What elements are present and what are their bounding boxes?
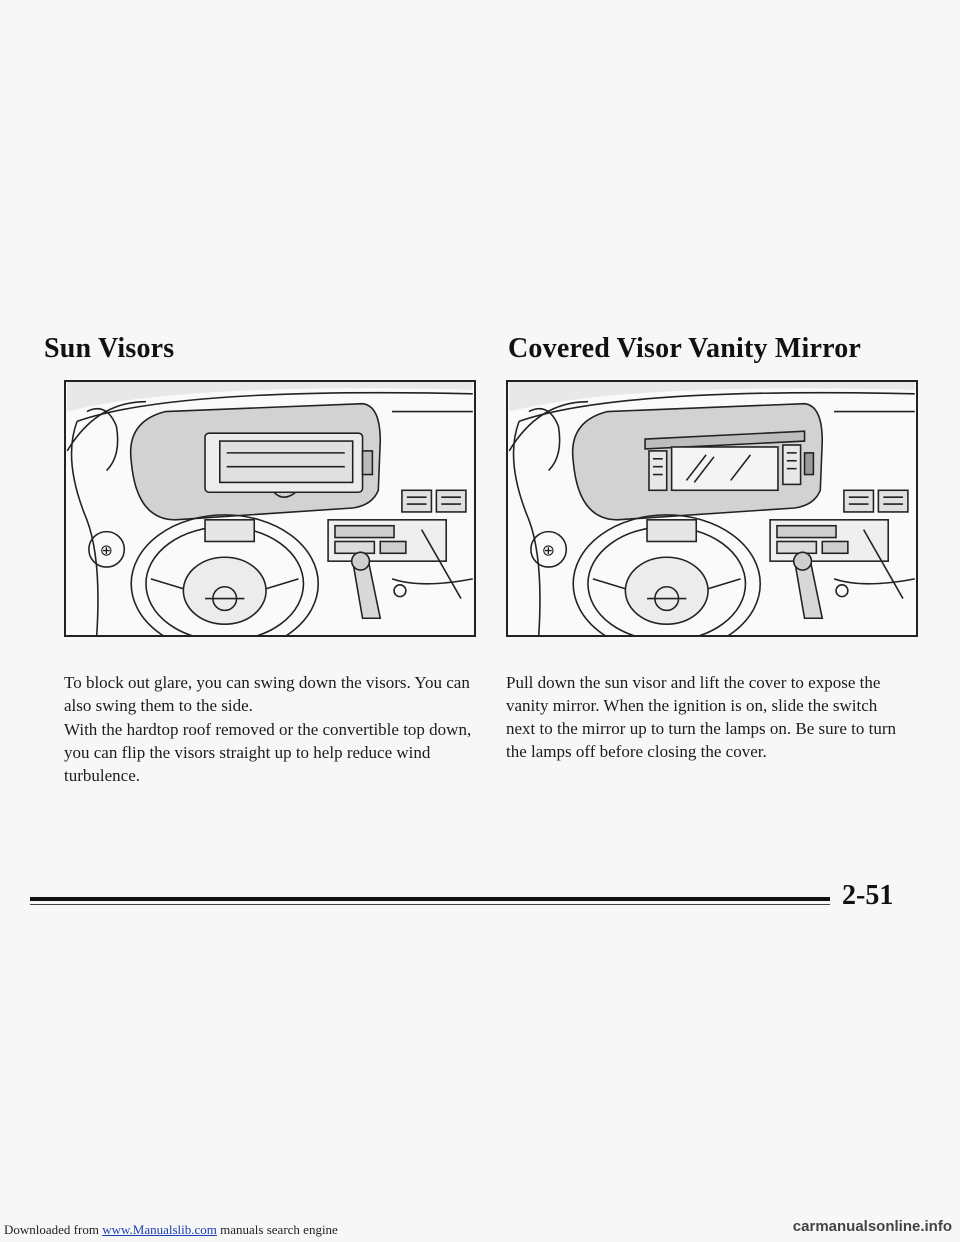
- footer-rule-thick: [30, 897, 830, 901]
- footer-rule-thin: [30, 904, 830, 905]
- sun-visors-paragraph-1: To block out glare, you can swing down the visors. You can also swing them to the side.: [64, 673, 470, 715]
- download-footer: [4, 1222, 338, 1238]
- sun-visor-illustration: [64, 380, 476, 637]
- footer-prefix: Downloaded from: [4, 1222, 103, 1237]
- svg-text:⊕: ⊕: [99, 540, 113, 560]
- sun-visors-paragraph-2: With the hardtop roof removed or the convertible top down, you can flip the visors straight up to help reduce wind turbulence.: [64, 720, 472, 785]
- vanity-mirror-paragraph: Pull down the sun visor and lift the cover to expose the vanity mirror. When the ignition is on, slide the switch next to the mirror up to turn the lamps on. Be sure to turn the lamps off before closing the cover.: [506, 673, 896, 761]
- footer-suffix: manuals search engine: [216, 1222, 338, 1237]
- watermark-text: carmanualsonline.info: [792, 1218, 952, 1235]
- vanity-mirror-heading: Covered Visor Vanity Mirror: [508, 333, 862, 364]
- manualslib-link[interactable]: www.Manualslib.com: [102, 1222, 217, 1237]
- sun-visors-heading: Sun Visors: [44, 333, 175, 364]
- svg-text:⊕: ⊕: [541, 540, 555, 560]
- vanity-mirror-illustration: [506, 380, 918, 637]
- page-number: 2-51: [842, 880, 894, 911]
